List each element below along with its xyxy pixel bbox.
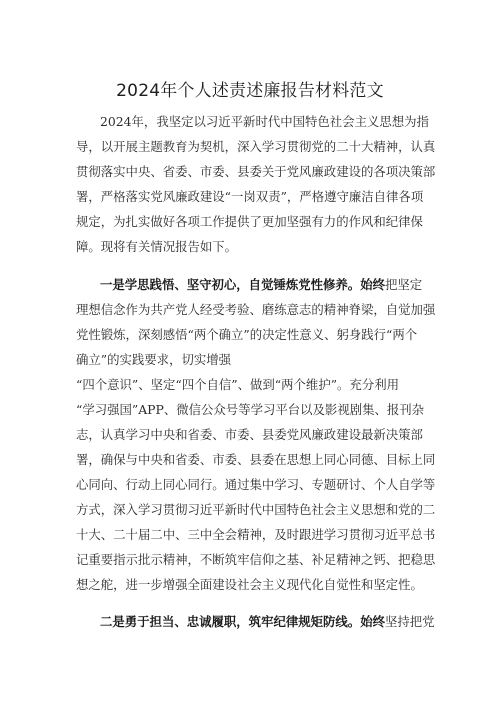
paragraph-1-line-4: 署，严格落实党风廉政建设“一岗双责”，严格遵守廉洁自律各项 — [76, 189, 424, 204]
paragraph-2-line-13: 想之舵，进一步增强全面建设社会主义现代化自觉性和坚定性。 — [76, 577, 423, 592]
paragraph-2-line-8: 署，确保与中央和省委、市委、县委在思想上同心同德、目标上同 — [76, 452, 436, 467]
paragraph-2-line-6: “学习强国”APP、微信公众号等学习平台以及影视剧集、报刊杂 — [76, 402, 425, 417]
paragraph-1-line-3: 贯彻落实中央、省委、市委、县委关于党风廉政建设的各项决策部 — [76, 164, 436, 179]
paragraph-2-line-2: 理想信念作为共产党人经受考验、磨练意志的精神脊梁，自觉加强 — [76, 302, 436, 317]
paragraph-1-line-2: 导，以开展主题教育为契机，深入学习贯彻党的二十大精神，认真 — [76, 139, 436, 154]
paragraph-1-line-1: 2024年，我坚定以习近平新时代中国特色社会主义思想为指 — [100, 114, 429, 129]
paragraph-2-line-12: 记重要指示批示精神，不断筑牢信仰之基、补足精神之钙、把稳思 — [76, 552, 436, 567]
paragraph-2-line-4: 确立”的实践要求，切实增强 — [76, 352, 232, 367]
paragraph-3-heading: 二是勇于担当、忠诚履职，筑牢纪律规矩防线。始终 — [100, 614, 385, 629]
paragraph-2-line-11: 十大、二十届二中、三中全会精神，及时跟进学习贯彻习近平总书 — [76, 527, 436, 542]
paragraph-2-line-7: 志，认真学习中央和省委、市委、县委党风廉政建设最新决策部 — [76, 427, 423, 442]
paragraph-2-line-3: 党性锻炼，深刻感悟“两个确立”的决定性意义、躬身践行“两个 — [76, 327, 418, 342]
paragraph-2-line-1 — [100, 275, 422, 295]
paragraph-2-lead: 把坚定 — [384, 277, 423, 292]
paragraph-2-line-9: 心同向、行动上同心同行。通过集中学习、专题研讨、个人自学等 — [76, 477, 436, 492]
paragraph-2-line-10: 方式，深入学习贯彻习近平新时代中国特色社会主义思想和党的二 — [76, 502, 436, 517]
paragraph-1-line-5: 规定，为扎实做好各项工作提供了更加坚强有力的作风和纪律保 — [76, 214, 423, 229]
paragraph-2-heading: 一是学思践悟、坚守初心，自觉锤炼党性修养。始终 — [100, 277, 385, 292]
paragraph-3-line-1 — [100, 612, 435, 632]
paragraph-3-lead: 坚持把党 — [384, 614, 435, 629]
paragraph-2-line-5: “四个意识”、坚定“四个自信”、做到“两个维护”。充分利用 — [76, 377, 399, 392]
document-title: 2024年个人述责述廉报告材料范文 — [116, 81, 384, 101]
paragraph-1-line-6: 障。现将有关情况报告如下。 — [76, 239, 238, 254]
